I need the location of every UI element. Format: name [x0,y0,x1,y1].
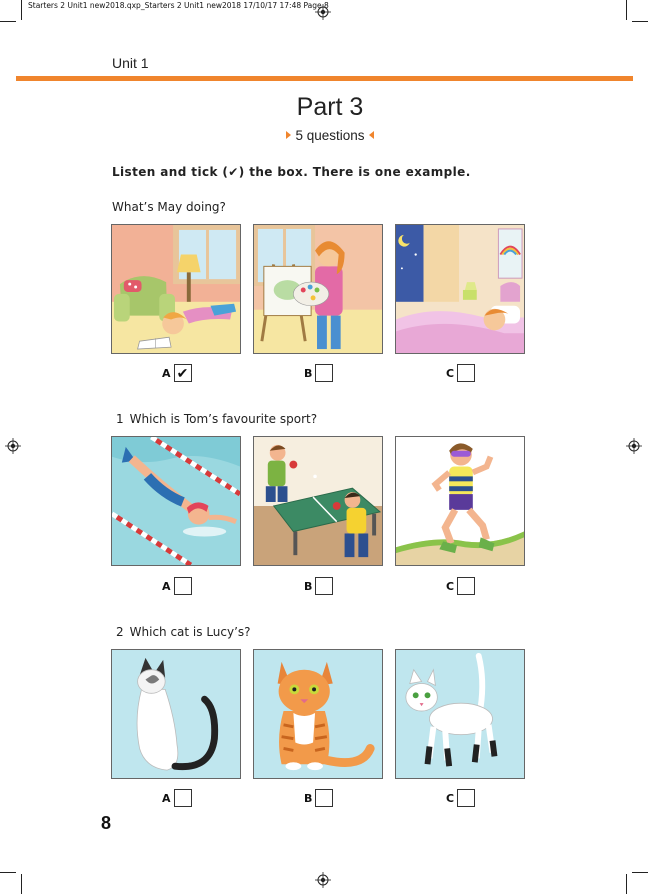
picture-girl-painting-illustration [254,225,382,353]
question-text: What’s May doing? [112,200,226,214]
registration-mark-icon [626,438,642,454]
tick-box[interactable] [315,789,333,807]
picture-cat-tabby [253,649,383,779]
print-slug: Starters 2 Unit1 new2018.qxp_Starters 2 Unit1 new2018 17/10/17 17:48 Page 8 [28,1,329,10]
part-title: Part 3 [296,93,364,121]
unit-label: Unit 1 [112,55,149,71]
picture-girl-sleeping-illustration [396,225,524,353]
crop-mark [21,0,22,20]
tick-box[interactable]: ✔ [174,364,192,382]
tick-box[interactable] [315,577,333,595]
crop-mark [626,874,627,894]
picture-girl-reading [111,224,241,354]
crop-mark [0,21,16,22]
option-letter: C [446,579,455,593]
picture-cat-sitting-illustration [112,650,240,778]
question-count-label: 5 questions [295,128,365,143]
answer-option [446,577,475,595]
tick-box[interactable] [457,577,475,595]
tick-box[interactable] [457,364,475,382]
picture-table-tennis-illustration [254,437,382,565]
option-letter: A [162,579,171,593]
crop-mark [632,872,648,873]
picture-cat-tabby-illustration [254,650,382,778]
option-letter: B [304,791,313,805]
tick-box[interactable] [174,789,192,807]
page-number: 8 [101,813,112,833]
picture-table-tennis [253,436,383,566]
answer-option [446,789,475,807]
registration-mark-icon [315,4,331,20]
crop-mark [21,874,22,894]
tick-box[interactable] [174,577,192,595]
question-text: Which cat is Lucy’s? [129,625,251,639]
triangle-left-icon [369,131,374,139]
question-2 [112,625,251,639]
picture-swimming [111,436,241,566]
answer-option [304,577,333,595]
picture-girl-painting [253,224,383,354]
answer-option [162,364,192,382]
registration-mark-icon [5,438,21,454]
header-rule [16,76,633,81]
question-number: 2 [116,625,124,639]
picture-girl-sleeping [395,224,525,354]
picture-cat-walking [395,649,525,779]
question-count [0,128,648,143]
picture-cat-walking-illustration [396,650,524,778]
question-1 [112,412,317,426]
crop-mark [632,21,648,22]
picture-girl-reading-illustration [112,225,240,353]
tick-box[interactable] [315,364,333,382]
example-question [112,200,226,214]
option-letter: B [304,579,313,593]
registration-mark-icon [315,872,331,888]
question-text: Which is Tom’s favourite sport? [129,412,318,426]
instruction: Listen and tick (✔) the box. There is one example. [112,165,471,179]
answer-option [162,789,192,807]
answer-option [304,789,333,807]
triangle-right-icon [286,131,291,139]
option-letter: C [446,366,455,380]
option-letter: C [446,791,455,805]
option-letter: B [304,366,313,380]
option-letter: A [162,366,171,380]
question-number: 1 [116,412,124,426]
picture-running [395,436,525,566]
picture-cat-sitting [111,649,241,779]
crop-mark [0,872,16,873]
answer-option [304,364,333,382]
tick-box[interactable] [457,789,475,807]
option-letter: A [162,791,171,805]
answer-option [446,364,475,382]
picture-swimming-illustration [112,437,240,565]
answer-option [162,577,192,595]
picture-running-illustration [396,437,524,565]
crop-mark [626,0,627,20]
